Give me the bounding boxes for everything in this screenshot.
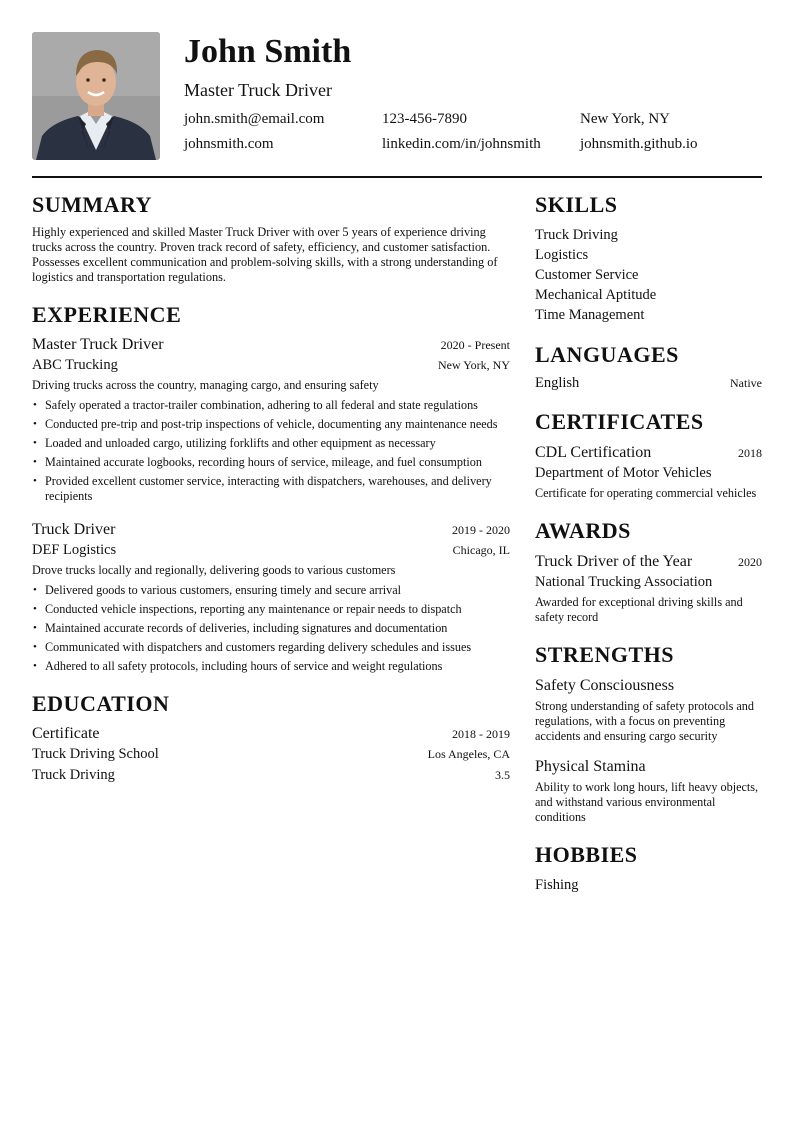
bullet-icon: • xyxy=(33,622,37,634)
languages-heading: LANGUAGES xyxy=(535,342,679,367)
language-name: English xyxy=(535,375,580,391)
job-company: DEF Logistics xyxy=(32,542,117,558)
language-level: Native xyxy=(730,376,762,390)
education-degree: Certificate xyxy=(32,725,100,742)
awards-heading: AWARDS xyxy=(535,518,631,543)
job-description: Driving trucks across the country, managing cargo, and ensuring safety xyxy=(32,378,379,392)
bullet-icon: • xyxy=(33,660,37,672)
job-title: Truck Driver xyxy=(32,521,116,538)
strength-name: Physical Stamina xyxy=(535,758,646,775)
hobby-item: Fishing xyxy=(535,877,579,893)
list-item: • Maintained accurate logbooks, recording hours of service, mileage, and fuel consumption xyxy=(33,455,482,469)
job-entry xyxy=(32,335,510,504)
skill-item: Mechanical Aptitude xyxy=(535,287,657,303)
education-gpa: 3.5 xyxy=(495,768,510,782)
bullet-icon: • xyxy=(33,475,37,487)
list-item: • Adhered to all safety protocols, including hours of service and weight regulations xyxy=(33,659,443,673)
linkedin-link[interactable]: linkedin.com/in/johnsmith xyxy=(382,136,541,152)
skill-item: Time Management xyxy=(535,307,645,323)
summary-heading: SUMMARY xyxy=(32,192,153,217)
list-item: • Conducted vehicle inspections, reporting any maintenance or repair needs to dispatch xyxy=(33,602,462,616)
strengths-section xyxy=(535,643,762,825)
resume-header xyxy=(32,32,762,160)
list-item: • Loaded and unloaded cargo, utilizing forklifts and other equipment as necessary xyxy=(33,436,436,450)
candidate-role: Master Truck Driver xyxy=(184,80,332,100)
education-section xyxy=(32,692,510,786)
languages-section xyxy=(535,343,762,392)
list-item: • Conducted pre-trip and post-trip inspections of vehicle, documenting any maintenance needs xyxy=(33,417,498,431)
skill-item: Logistics xyxy=(535,247,589,263)
skill-item: Customer Service xyxy=(535,267,639,283)
list-item: • Provided excellent customer service, interacting with dispatchers, warehouses, and delivery recipients xyxy=(33,474,492,503)
github-link[interactable]: johnsmith.github.io xyxy=(580,136,698,152)
experience-section xyxy=(32,303,510,674)
certificate-year: 2018 xyxy=(738,446,762,460)
award-issuer: National Trucking Association xyxy=(535,574,713,590)
resume-body xyxy=(32,193,762,913)
language-item xyxy=(535,375,762,392)
skills-heading: SKILLS xyxy=(535,192,618,217)
header-divider xyxy=(32,176,762,178)
list-item: • Safely operated a tractor-trailer combination, adhering to all federal and state regulations xyxy=(33,398,478,412)
strength-description: Ability to work long hours, lift heavy objects, and withstand various environmental conditions xyxy=(535,780,759,824)
contact-info xyxy=(184,110,762,154)
certificate-issuer: Department of Motor Vehicles xyxy=(535,465,712,481)
education-field: Truck Driving xyxy=(32,767,115,783)
job-dates: 2020 - Present xyxy=(440,338,510,352)
location-text: New York, NY xyxy=(580,111,671,127)
award-year: 2020 xyxy=(738,555,762,569)
profile-photo xyxy=(32,32,160,160)
job-location: Chicago, IL xyxy=(452,543,510,557)
strength-item xyxy=(535,675,762,744)
education-location: Los Angeles, CA xyxy=(427,747,510,761)
job-dates: 2019 - 2020 xyxy=(452,523,510,537)
candidate-name: John Smith xyxy=(184,33,352,70)
left-column xyxy=(32,193,510,913)
skill-item: Truck Driving xyxy=(535,227,618,243)
education-dates: 2018 - 2019 xyxy=(452,727,510,741)
job-entry xyxy=(32,520,510,674)
bullet-icon: • xyxy=(33,418,37,430)
award-name: Truck Driver of the Year xyxy=(535,553,693,570)
bullet-icon: • xyxy=(33,641,37,653)
job-company: ABC Trucking xyxy=(32,357,118,373)
job-description: Drove trucks locally and regionally, delivering goods to various customers xyxy=(32,563,396,577)
job-bullets xyxy=(32,398,510,504)
experience-heading: EXPERIENCE xyxy=(32,302,182,327)
bullet-icon: • xyxy=(33,456,37,468)
education-heading: EDUCATION xyxy=(32,691,170,716)
list-item: • Communicated with dispatchers and customers regarding delivery schedules and issues xyxy=(33,640,472,654)
right-column xyxy=(535,193,762,913)
list-item: • Delivered goods to various customers, ensuring timely and secure arrival xyxy=(33,583,402,597)
email-link[interactable]: john.smith@email.com xyxy=(184,111,325,127)
summary-section xyxy=(32,193,510,285)
certificates-section xyxy=(535,410,762,501)
strength-item xyxy=(535,756,762,825)
header-info xyxy=(184,32,762,154)
resume-page xyxy=(32,32,762,913)
awards-section xyxy=(535,519,762,625)
certificates-heading: CERTIFICATES xyxy=(535,409,704,434)
summary-text: Highly experienced and skilled Master Truck Driver with over 5 years of experience driving trucks across the country. Proven track record of safety, efficiency, and customer satisfaction. Possesses excellent communication and problem-solving skills, with a strong understanding of logistics and transportation regulations. xyxy=(32,225,498,284)
job-location: New York, NY xyxy=(437,358,510,372)
bullet-icon: • xyxy=(33,584,37,596)
strength-name: Safety Consciousness xyxy=(535,677,675,694)
bullet-icon: • xyxy=(33,399,37,411)
bullet-icon: • xyxy=(33,603,37,615)
phone-number: 123-456-7890 xyxy=(382,111,467,127)
job-bullets xyxy=(32,583,510,674)
certificate-description: Certificate for operating commercial vehicles xyxy=(535,486,757,500)
job-title: Master Truck Driver xyxy=(32,336,164,353)
strengths-heading: STRENGTHS xyxy=(535,642,674,667)
education-school: Truck Driving School xyxy=(32,746,159,762)
strength-description: Strong understanding of safety protocols and regulations, with a focus on preventing accidents and ensuring cargo security xyxy=(535,699,754,743)
skills-section xyxy=(535,193,762,325)
bullet-icon: • xyxy=(33,437,37,449)
certificate-name: CDL Certification xyxy=(535,444,652,461)
list-item: • Maintained accurate records of deliveries, including signatures and documentation xyxy=(33,621,448,635)
hobbies-heading: HOBBIES xyxy=(535,842,638,867)
hobbies-section xyxy=(535,843,762,895)
award-description: Awarded for exceptional driving skills and safety record xyxy=(535,595,743,624)
website-link[interactable]: johnsmith.com xyxy=(184,136,274,152)
